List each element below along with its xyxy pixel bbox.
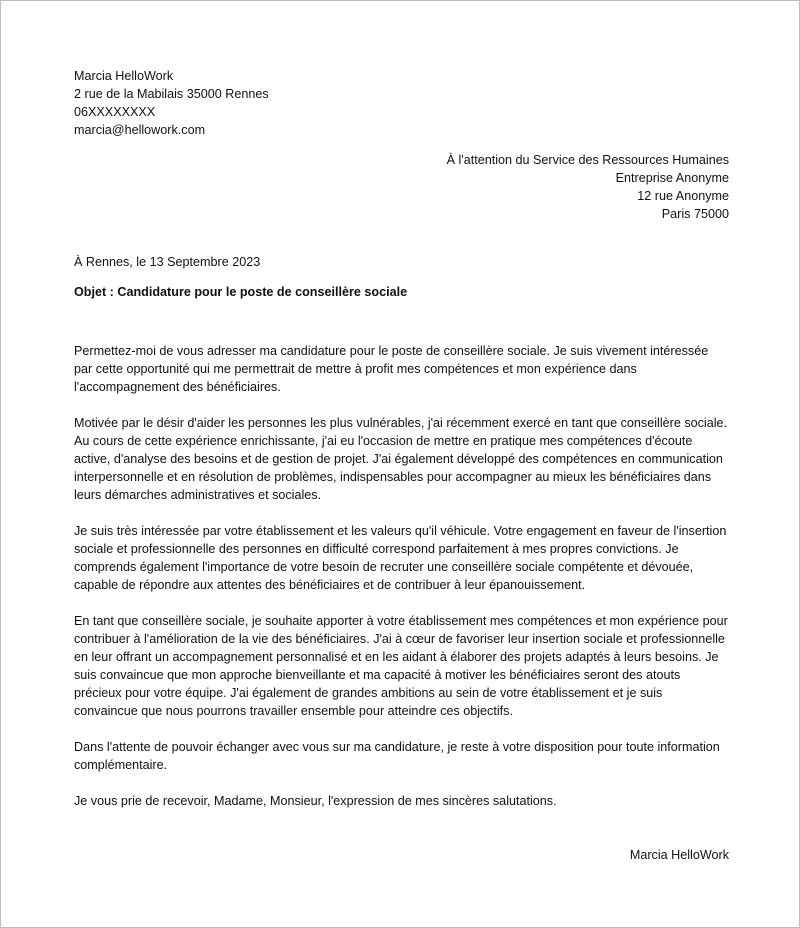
- signature: Marcia HelloWork: [629, 848, 729, 862]
- recipient-company: Entreprise Anonyme: [615, 171, 729, 185]
- recipient-city: Paris 75000: [661, 207, 729, 221]
- body-paragraph: Motivée par le désir d'aider les personnes les plus vulnérables, j'ai récemment exercé en tant que conseillère sociale. Au cours de cette expérience enrichissante, j'ai eu l'occasion de mettre en pratique mes compétences d'écoute active, d'analyse des besoins et de gestion de projet. J'ai également développé des compétences en communication interpersonnelle et en résolution de problèmes, indispensables pour accompagner au mieux les bénéficiaires dans leurs démarches administratives et sociales.: [74, 416, 728, 502]
- letter-subject: Objet : Candidature pour le poste de conseillère sociale: [74, 285, 408, 299]
- recipient-block: [74, 151, 729, 223]
- body-paragraph: En tant que conseillère sociale, je souhaite apporter à votre établissement mes compétences et mon expérience pour contribuer à l'amélioration de la vie des bénéficiaires. J'ai à cœur de favoriser leur insertion sociale et professionnelle en leur offrant un accompagnement personnalisé et en les aidant à élaborer des projets adaptés à leurs besoins. Je suis convaincue que mon approche bienveillante et ma capacité à motiver les bénéficiaires seront des atouts précieux pour votre équipe. J'ai également de grandes ambitions au sein de votre établissement et je suis convaincue que nous pourrons travailler ensemble pour atteindre ces objectifs.: [74, 614, 728, 718]
- sender-email: marcia@hellowork.com: [74, 123, 206, 137]
- recipient-street: 12 rue Anonyme: [637, 189, 729, 203]
- sender-phone: 06XXXXXXXX: [74, 105, 156, 119]
- recipient-attention: À l'attention du Service des Ressources Humaines: [446, 153, 729, 167]
- sender-name: Marcia HelloWork: [74, 69, 174, 83]
- sender-block: [74, 67, 729, 139]
- body-paragraph: Dans l'attente de pouvoir échanger avec vous sur ma candidature, je reste à votre disposition pour toute information complémentaire.: [74, 740, 720, 772]
- letter-date: À Rennes, le 13 Septembre 2023: [74, 255, 261, 269]
- closing-paragraph: Je vous prie de recevoir, Madame, Monsieur, l'expression de mes sincères salutations.: [74, 794, 557, 808]
- body-paragraph: Je suis très intéressée par votre établissement et les valeurs qu'il véhicule. Votre engagement en faveur de l'insertion sociale et professionnelle des personnes en difficulté correspond parfaitement à mes propres convictions. Je comprends également l'importance de votre besoin de recruter une conseillère sociale compétente et dévouée, capable de répondre aux attentes des bénéficiaires et de contribuer à leur épanouissement.: [74, 524, 727, 592]
- sender-address: 2 rue de la Mabilais 35000 Rennes: [74, 87, 269, 101]
- letter-body: [74, 342, 729, 810]
- body-paragraph: Permettez-moi de vous adresser ma candidature pour le poste de conseillère sociale. Je suis vivement intéressée par cette opportunité qui me permettrait de mettre à profit mes compétences et mon expérience dans l'accompagnement des bénéficiaires.: [74, 344, 709, 394]
- letter-content: [74, 67, 729, 864]
